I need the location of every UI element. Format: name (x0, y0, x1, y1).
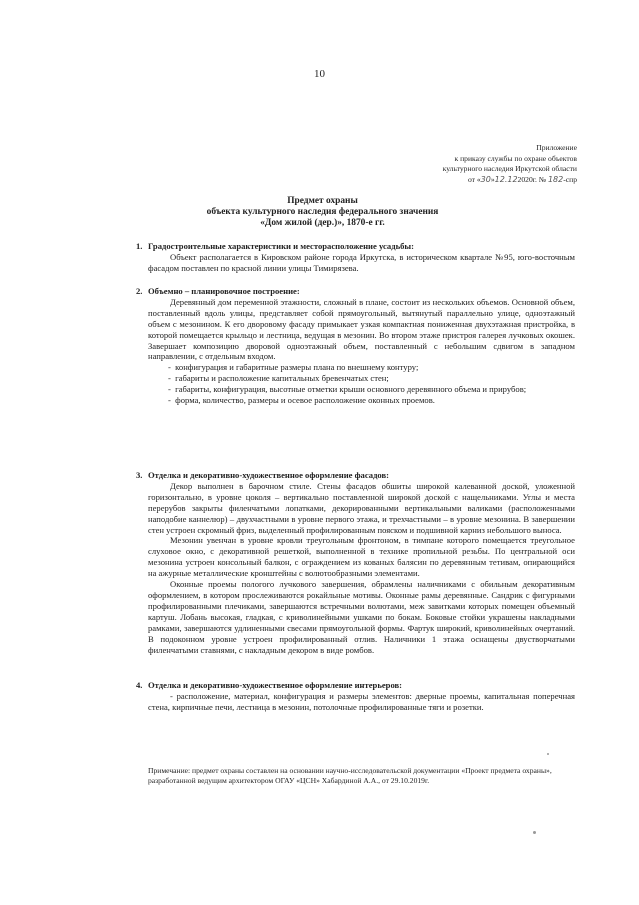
appendix-line-2: к приказу службы по охране объектов (454, 153, 577, 163)
order-suffix: -спр (563, 174, 577, 184)
appendix-line-1: Приложение (536, 143, 577, 152)
section-number: 3. (136, 470, 143, 480)
appendix-block (443, 143, 577, 185)
footnote: Примечание: предмет охраны составлен на основании научно-исследовательской документации «Проект предмета охраны», разработанной ведущим архитектором ОГАУ «ЦСН» Хабардиной А.А., от 29.10.2019г. (148, 766, 552, 786)
section-paragraph: Деревянный дом переменной этажности, сложный в плане, состоит из нескольких объемов. Основной объем, поставленный вдоль улицы, представляет собой прямоугольный, вытянутый параллельно улице, одноэтажный объем с мезонином. К его дворовому фасаду примыкает узкая компактная пониженная двухэтажная пристройка, в которой помещается крыльцо и лестница, ведущая в мезонин. Во втором этаже пристроя галерея лучковых окошек. Завершает композицию дворовой одноэтажный объем, поставленный с небольшим сдвигом в западном направлении, с отдельным входом. (148, 296, 575, 362)
title-line-3: «Дом жилой (дер.)», 1870-е гг. (260, 218, 385, 228)
section-heading (136, 680, 575, 691)
section-paragraph: Декор выполнен в барочном стиле. Стены фасадов обшиты широкой калеванной доской, уложенной горизонтально, в уровне цоколя – вертикально поставленной широкой доской с нащельниками. Углы и места перерубов закрыты филенчатыми лопатками, декорированными вертикальными валиками (расположенными наподобие каннелюр) – двухчастными в уровне первого этажа, и трехчастными – в уровне мезонина. В завершении стен устроен скромный фриз, выделенный профилированным пояском и подшивной карниз небольшого выноса. (148, 480, 575, 535)
order-number: 182 (547, 174, 564, 184)
document-title (70, 196, 575, 229)
scan-speck (547, 753, 549, 755)
section-paragraph: Оконные проемы пологого лучкового завершения, обрамлены наличниками с обильным декоративным оформлением, в котором прослеживаются рокайльные мотивы. Оконные рамы деревянные. Сандрик с фигурными профилированными плечиками, завершаются встречными волютами, меж завитками которых помещен объемный картуш. Лобань высокая, гладкая, с криволинейными ушками по бокам. Боковые стойки украшены накладными рамками, завершаются удлиненными свесами прямоугольной формы. Фартук широкий, криволинейных очертаний. В подоконном уровне устроен профилированный отлив. Наличники 1 этажа оснащены двустворчатыми филенчатыми ставнями, с накладным декором в виде ромбов. (148, 579, 575, 655)
section-2 (136, 286, 575, 406)
list-item: - габариты и расположение капитальных бревенчатых стен; (168, 373, 389, 384)
appendix-date-line (443, 175, 577, 186)
section-title: Отделка и декоративно-художественное оформление интерьеров: (148, 680, 403, 690)
page-number: 10 (314, 68, 325, 80)
title-line-1: Предмет охраны (287, 196, 358, 206)
title-line-2: объекта культурного наследия федерального значения (206, 207, 439, 217)
section-heading (136, 241, 575, 252)
scan-speck (533, 831, 536, 834)
date-prefix: от « (467, 174, 481, 184)
section-1 (136, 241, 575, 274)
section-paragraph: Мезонин увенчан в уровне кровли треугольным фронтоном, в тимпане которого помещается треугольное слуховое окно, с декоративной решеткой, выполненной в технике пропильной резьбы. По центральной оси мезонина устроен консольный балкон, с ограждением из кованых балясин по деревянным тетивам, опирающийся на ажурные металлические кронштейны с волютообразными элементами. (148, 535, 575, 579)
section-number: 1. (136, 241, 143, 251)
date-day: 30 (480, 174, 491, 184)
date-mid: » (490, 174, 495, 184)
section-number: 4. (136, 680, 143, 690)
list-item: - габариты, конфигурация, высотные отметки крыши основного деревянного объема и прирубов; (168, 384, 527, 395)
appendix-line-3: культурного наследия Иркутской области (442, 164, 577, 174)
section-paragraph: Объект располагается в Кировском районе города Иркутска, в историческом квартале №95, юго-восточным фасадом поставлен по красной линии улицы Тимирязева. (148, 251, 575, 273)
section-paragraph: - расположение, материал, конфигурация и размеры элементов: дверные проемы, капитальная поперечная стена, кирпичные печи, лестница в мезонин, потолочные профилированные тяги и розетки. (148, 690, 575, 712)
section-title: Объемно – планировочное построение: (148, 286, 300, 296)
section-title: Отделка и декоративно-художественное оформление фасадов: (148, 470, 389, 480)
list-item: - форма, количество, размеры и осевое расположение оконных проемов. (168, 395, 435, 406)
section-heading (136, 470, 575, 481)
list-item: - конфигурация и габаритные размеры плана по внешнему контуру; (168, 362, 419, 373)
date-month: 12.12 (494, 174, 518, 184)
section-heading (136, 286, 575, 297)
section-title: Градостроительные характеристики и месторасположение усадьбы: (148, 241, 414, 251)
section-4 (136, 680, 575, 713)
section-3 (136, 470, 575, 655)
section-number: 2. (136, 286, 143, 296)
date-year: 2020г. № (517, 174, 547, 184)
